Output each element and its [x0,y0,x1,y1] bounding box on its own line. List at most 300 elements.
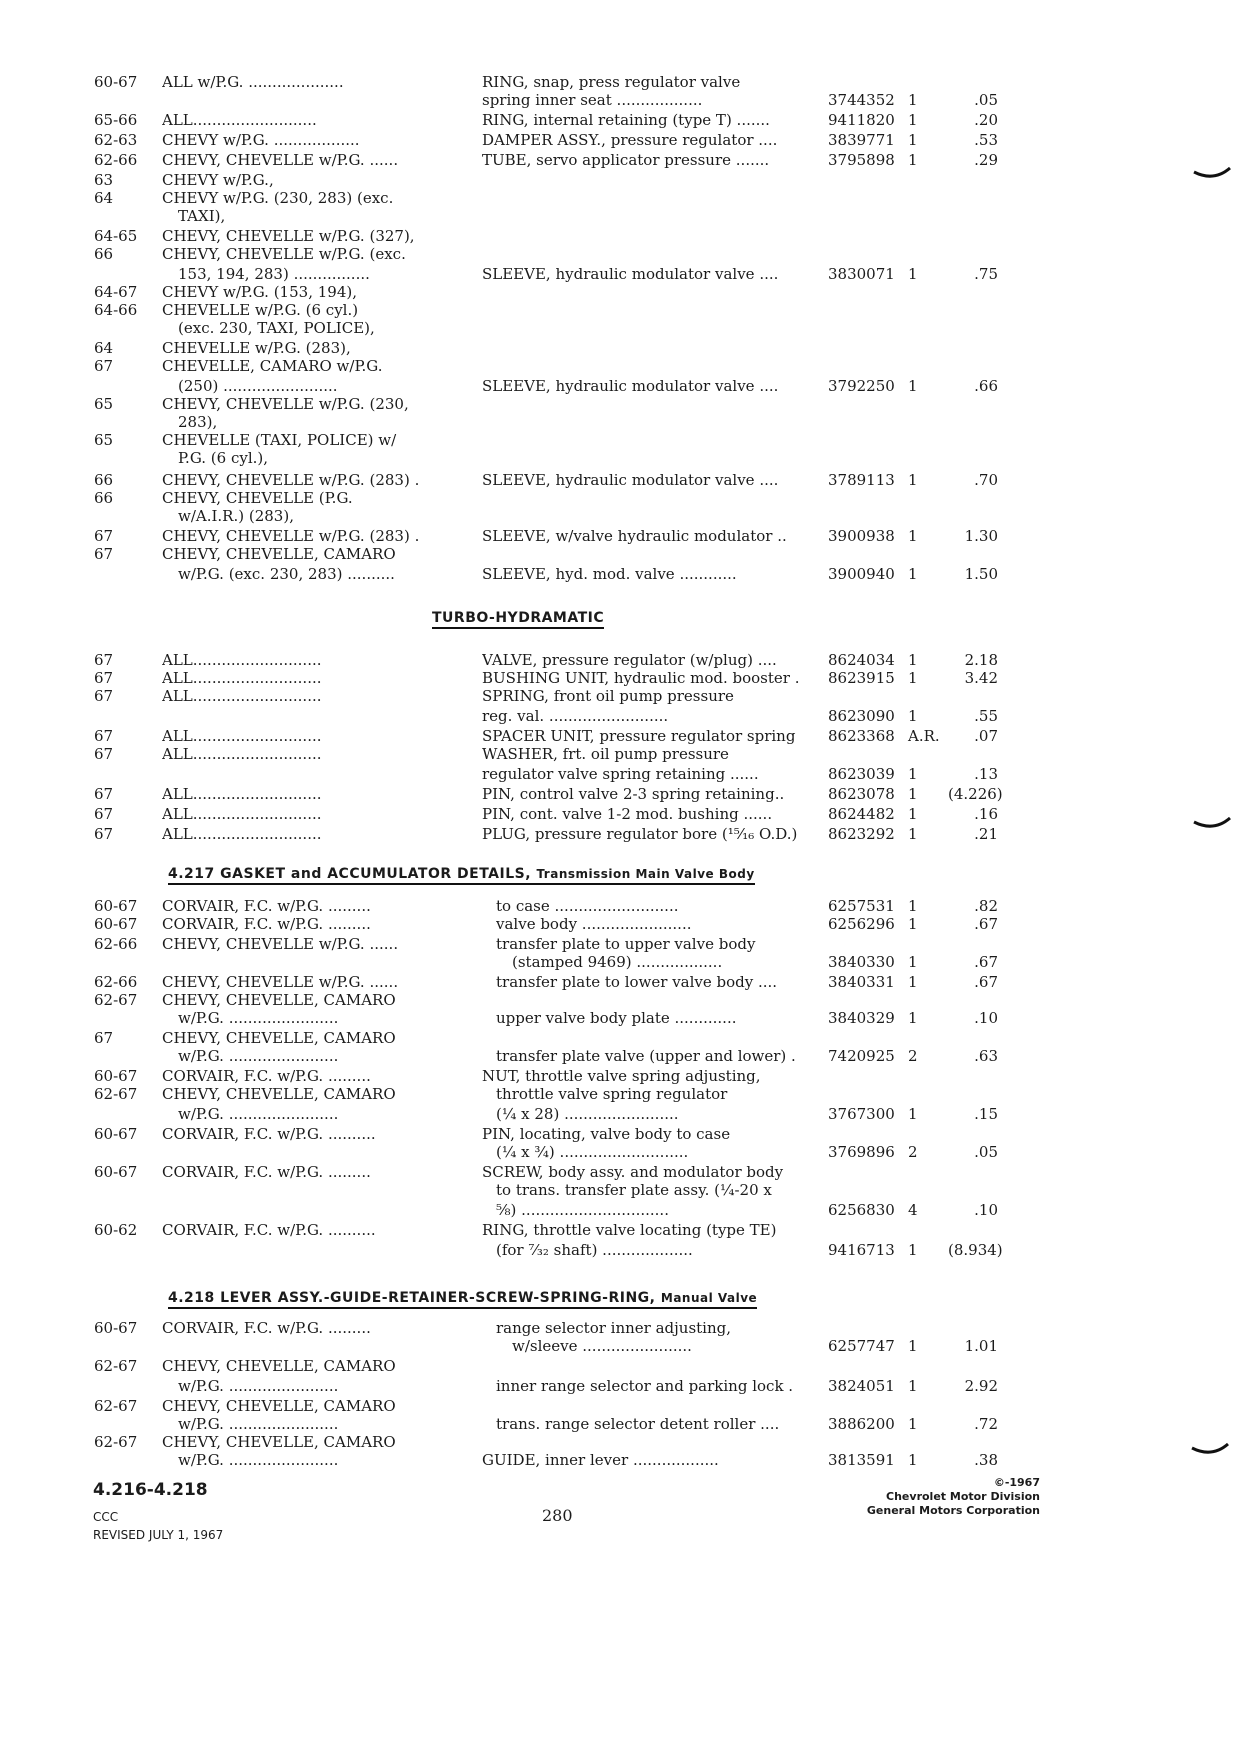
price-cell: .63 [974,1047,998,1065]
quantity-cell: 1 [908,91,918,109]
quantity-cell: 1 [908,669,918,687]
parts-row [0,526,1248,546]
parts-row [0,356,1248,376]
parts-row [0,1028,1248,1048]
price-cell: 2.18 [964,651,998,669]
model-cell: CHEVY, CHEVELLE w/P.G. ...... [162,151,399,169]
footer-code: CCC [93,1510,119,1524]
year-cell: 65 [94,395,114,413]
model-cell: CHEVY, CHEVELLE, CAMARO [162,1397,396,1415]
description-cell: transfer plate to upper valve body [496,935,756,953]
quantity-cell: 1 [908,805,918,823]
quantity-cell: 1 [908,1009,918,1027]
part-number-cell: 9411820 [828,111,895,129]
price-cell: .21 [974,825,998,843]
price-cell: .16 [974,805,998,823]
parts-row [0,300,1248,320]
description-cell: to case .......................... [496,897,679,915]
year-cell: 64-65 [94,227,138,245]
parts-row [0,544,1248,564]
price-cell: .05 [974,1143,998,1161]
model-cell: ALL........................... [162,745,322,763]
quantity-cell: 1 [908,953,918,971]
description-cell: BUSHING UNIT, hydraulic mod. booster . [482,669,800,687]
year-cell: 67 [94,825,114,843]
quantity-cell: 1 [908,973,918,991]
description-cell: WASHER, frt. oil pump pressure [482,745,729,763]
price-cell: .67 [974,953,998,971]
price-cell: .75 [974,265,998,283]
price-cell: .10 [974,1009,998,1027]
quantity-cell: 1 [908,1451,918,1469]
model-cell: CHEVY, CHEVELLE, CAMARO [162,1357,396,1375]
parts-row [0,650,1248,670]
model-cell: ALL........................... [162,727,322,745]
part-number-cell: 3792250 [828,377,895,395]
model-cell: ALL........................... [162,687,322,705]
parts-row [0,706,1248,726]
model-cell: CHEVY, CHEVELLE, CAMARO [162,1085,396,1103]
quantity-cell: 1 [908,471,918,489]
quantity-cell: 1 [908,151,918,169]
model-cell: CORVAIR, F.C. w/P.G. ......... [162,897,371,915]
model-cell: w/P.G. ....................... [178,1105,339,1123]
year-cell: 62-66 [94,973,138,991]
parts-row [0,726,1248,746]
heading-turbo-hydramatic [432,610,604,629]
parts-row [0,1142,1248,1162]
price-cell: (4.226) [948,785,1003,803]
parts-row [0,952,1248,972]
year-cell: 62-63 [94,131,138,149]
part-number-cell: 3813591 [828,1451,895,1469]
quantity-cell: 1 [908,897,918,915]
quantity-cell: 1 [908,651,918,669]
model-cell: ALL........................... [162,651,322,669]
part-number-cell: 3900940 [828,565,895,583]
model-cell: CORVAIR, F.C. w/P.G. ......... [162,915,371,933]
quantity-cell: 4 [908,1201,918,1219]
parts-row [0,1376,1248,1396]
model-cell: P.G. (6 cyl.), [178,449,269,467]
description-cell: spring inner seat .................. [482,91,703,109]
description-cell: (¼ x 28) ........................ [496,1105,679,1123]
price-cell: .67 [974,915,998,933]
model-cell: ALL........................... [162,805,322,823]
description-cell: PLUG, pressure regulator bore (¹⁵⁄₁₆ O.D.) [482,825,798,843]
year-cell: 60-67 [94,1319,138,1337]
model-cell: CHEVY w/P.G. (153, 194), [162,283,357,301]
part-number-cell: 3824051 [828,1377,895,1395]
part-number-cell: 6256296 [828,915,895,933]
year-cell: 67 [94,545,114,563]
model-cell: CHEVY, CHEVELLE (P.G. [162,489,353,507]
price-cell: 1.50 [964,565,998,583]
part-number-cell: 3769896 [828,1143,895,1161]
year-cell: 60-67 [94,73,138,91]
quantity-cell: A.R. [908,727,940,745]
tick-mark-icon [1192,166,1232,182]
price-cell: 1.01 [964,1337,998,1355]
price-cell: (8.934) [948,1241,1003,1259]
description-cell: SLEEVE, hydraulic modulator valve .... [482,377,779,395]
parts-row [0,282,1248,302]
heading-4-217-main: 4.217 GASKET and ACCUMULATOR DETAILS, [168,866,532,882]
parts-row [0,1066,1248,1086]
parts-row [0,430,1248,450]
parts-row [0,764,1248,784]
footer-revised: REVISED JULY 1, 1967 [93,1528,224,1542]
description-cell: DAMPER ASSY., pressure regulator .... [482,131,778,149]
description-cell: upper valve body plate ............. [496,1009,737,1027]
parts-row [0,1180,1248,1200]
model-cell: ALL........................... [162,785,322,803]
model-cell: CHEVY, CHEVELLE w/P.G. ...... [162,935,399,953]
parts-row [0,338,1248,358]
parts-row [0,376,1248,396]
price-cell: .07 [974,727,998,745]
heading-4-217 [168,866,755,885]
parts-row [0,824,1248,844]
description-cell: SLEEVE, w/valve hydraulic modulator .. [482,527,787,545]
year-cell: 63 [94,171,114,189]
description-cell: SLEEVE, hydraulic modulator valve .... [482,471,779,489]
price-cell: .55 [974,707,998,725]
parts-row [0,226,1248,246]
model-cell: TAXI), [178,207,226,225]
parts-row [0,206,1248,226]
description-cell: NUT, throttle valve spring adjusting, [482,1067,761,1085]
part-number-cell: 8623915 [828,669,895,687]
price-cell: .82 [974,897,998,915]
parts-row [0,1200,1248,1220]
year-cell: 60-62 [94,1221,138,1239]
quantity-cell: 2 [908,1143,918,1161]
parts-row [0,784,1248,804]
part-number-cell: 7420925 [828,1047,895,1065]
tick-mark-icon [1192,816,1232,832]
model-cell: CHEVY w/P.G. .................. [162,131,360,149]
year-cell: 64-66 [94,301,138,319]
part-number-cell: 3840329 [828,1009,895,1027]
part-number-cell: 3840330 [828,953,895,971]
quantity-cell: 1 [908,707,918,725]
page-number: 280 [542,1506,573,1525]
parts-row [0,1356,1248,1376]
description-cell: to trans. transfer plate assy. (¼-20 x [496,1181,772,1199]
description-cell: SPACER UNIT, pressure regulator spring [482,727,796,745]
parts-row [0,1318,1248,1338]
year-cell: 66 [94,489,114,507]
quantity-cell: 1 [908,915,918,933]
description-cell: ⅝) ............................... [496,1201,669,1219]
parts-row [0,686,1248,706]
quantity-cell: 1 [908,111,918,129]
heading-4-218-main: 4.218 LEVER ASSY.-GUIDE-RETAINER-SCREW-SPRING-RING, [168,1290,656,1306]
description-cell: throttle valve spring regulator [496,1085,728,1103]
description-cell: inner range selector and parking lock . [496,1377,794,1395]
year-cell: 64-67 [94,283,138,301]
parts-row [0,934,1248,954]
parts-row [0,150,1248,170]
description-cell: w/sleeve ....................... [512,1337,692,1355]
parts-row [0,394,1248,414]
description-cell: valve body ....................... [496,915,692,933]
model-cell: CHEVY, CHEVELLE, CAMARO [162,1029,396,1047]
parts-row [0,170,1248,190]
price-cell: 3.42 [964,669,998,687]
description-cell: RING, throttle valve locating (type TE) [482,1221,777,1239]
quantity-cell: 1 [908,265,918,283]
model-cell: CHEVELLE w/P.G. (6 cyl.) [162,301,359,319]
price-cell: .66 [974,377,998,395]
description-cell: range selector inner adjusting, [496,1319,732,1337]
year-cell: 60-67 [94,915,138,933]
parts-row [0,90,1248,110]
parts-row [0,1414,1248,1434]
price-cell: .67 [974,973,998,991]
quantity-cell: 1 [908,1415,918,1433]
parts-row [0,1432,1248,1452]
parts-row [0,130,1248,150]
model-cell: w/P.G. ....................... [178,1047,339,1065]
model-cell: CHEVY, CHEVELLE w/P.G. (283) . [162,471,420,489]
description-cell: PIN, control valve 2-3 spring retaining.. [482,785,785,803]
model-cell: w/P.G. ....................... [178,1377,339,1395]
model-cell: (250) ........................ [178,377,338,395]
description-cell: (stamped 9469) .................. [512,953,723,971]
parts-row [0,914,1248,934]
description-cell: GUIDE, inner lever .................. [482,1451,719,1469]
year-cell: 62-66 [94,151,138,169]
description-cell: SCREW, body assy. and modulator body [482,1163,784,1181]
description-cell: SPRING, front oil pump pressure [482,687,734,705]
model-cell: ALL........................... [162,669,322,687]
part-number-cell: 8623078 [828,785,895,803]
price-cell: .38 [974,1451,998,1469]
year-cell: 67 [94,1029,114,1047]
part-number-cell: 3839771 [828,131,895,149]
parts-row [0,470,1248,490]
part-number-cell: 3886200 [828,1415,895,1433]
parts-row [0,972,1248,992]
model-cell: CHEVY, CHEVELLE, CAMARO [162,991,396,1009]
parts-row [0,668,1248,688]
heading-4-218-sub: Manual Valve [660,1291,758,1305]
description-cell: PIN, locating, valve body to case [482,1125,731,1143]
quantity-cell: 1 [908,1377,918,1395]
model-cell: (exc. 230, TAXI, POLICE), [178,319,375,337]
year-cell: 67 [94,651,114,669]
model-cell: CHEVELLE w/P.G. (283), [162,339,351,357]
heading-turbo-text: TURBO-HYDRAMATIC [432,610,605,626]
model-cell: w/P.G. ....................... [178,1415,339,1433]
model-cell: CHEVY w/P.G., [162,171,274,189]
parts-row [0,1450,1248,1470]
quantity-cell: 1 [908,1241,918,1259]
part-number-cell: 8623292 [828,825,895,843]
part-number-cell: 3789113 [828,471,895,489]
price-cell: .13 [974,765,998,783]
parts-row [0,896,1248,916]
parts-row [0,72,1248,92]
part-number-cell: 3840331 [828,973,895,991]
model-cell: CHEVY, CHEVELLE w/P.G. (327), [162,227,415,245]
year-cell: 67 [94,727,114,745]
part-number-cell: 8624482 [828,805,895,823]
year-cell: 62-67 [94,991,138,1009]
part-number-cell: 3767300 [828,1105,895,1123]
model-cell: w/P.G. ....................... [178,1009,339,1027]
quantity-cell: 1 [908,377,918,395]
price-cell: .15 [974,1105,998,1123]
part-number-cell: 8623039 [828,765,895,783]
parts-row [0,1396,1248,1416]
part-number-cell: 3900938 [828,527,895,545]
quantity-cell: 1 [908,131,918,149]
parts-row [0,1046,1248,1066]
part-number-cell: 8623368 [828,727,895,745]
description-cell: transfer plate valve (upper and lower) . [496,1047,796,1065]
footer-section-range: 4.216-4.218 [93,1480,208,1500]
footer-division: Chevrolet Motor Division [886,1490,1040,1503]
year-cell: 67 [94,805,114,823]
parts-row [0,744,1248,764]
parts-row [0,1008,1248,1028]
part-number-cell: 3830071 [828,265,895,283]
model-cell: ALL w/P.G. .................... [162,73,344,91]
model-cell: CORVAIR, F.C. w/P.G. .......... [162,1125,376,1143]
part-number-cell: 3795898 [828,151,895,169]
model-cell: CHEVY, CHEVELLE w/P.G. ...... [162,973,399,991]
year-cell: 67 [94,357,114,375]
year-cell: 62-67 [94,1433,138,1451]
description-cell: regulator valve spring retaining ...... [482,765,759,783]
year-cell: 62-67 [94,1357,138,1375]
model-cell: 153, 194, 283) ................ [178,265,370,283]
quantity-cell: 1 [908,1105,918,1123]
year-cell: 65-66 [94,111,138,129]
price-cell: .20 [974,111,998,129]
model-cell: w/P.G. (exc. 230, 283) .......... [178,565,395,583]
description-cell: RING, snap, press regulator valve [482,73,741,91]
model-cell: CHEVY, CHEVELLE, CAMARO [162,545,396,563]
parts-row [0,564,1248,584]
parts-row [0,990,1248,1010]
quantity-cell: 1 [908,565,918,583]
year-cell: 67 [94,687,114,705]
year-cell: 64 [94,339,114,357]
year-cell: 67 [94,785,114,803]
price-cell: .53 [974,131,998,149]
model-cell: CHEVY, CHEVELLE w/P.G. (283) . [162,527,420,545]
part-number-cell: 3744352 [828,91,895,109]
parts-row [0,1104,1248,1124]
description-cell: (¼ x ¾) ........................... [496,1143,689,1161]
model-cell: 283), [178,413,218,431]
parts-row [0,1240,1248,1260]
year-cell: 66 [94,471,114,489]
year-cell: 67 [94,669,114,687]
parts-row [0,804,1248,824]
model-cell: CHEVY w/P.G. (230, 283) (exc. [162,189,394,207]
quantity-cell: 1 [908,1337,918,1355]
model-cell: ALL.......................... [162,111,317,129]
parts-row [0,1084,1248,1104]
year-cell: 60-67 [94,1067,138,1085]
footer-corporation: General Motors Corporation [866,1504,1040,1517]
quantity-cell: 1 [908,527,918,545]
price-cell: .05 [974,91,998,109]
model-cell: CHEVY, CHEVELLE w/P.G. (exc. [162,245,406,263]
year-cell: 67 [94,527,114,545]
price-cell: .70 [974,471,998,489]
quantity-cell: 1 [908,785,918,803]
description-cell: SLEEVE, hyd. mod. valve ............ [482,565,737,583]
model-cell: CHEVELLE (TAXI, POLICE) w/ [162,431,397,449]
model-cell: CHEVELLE, CAMARO w/P.G. [162,357,383,375]
model-cell: CHEVY, CHEVELLE w/P.G. (230, [162,395,409,413]
parts-row [0,1162,1248,1182]
price-cell: .29 [974,151,998,169]
price-cell: 2.92 [964,1377,998,1395]
part-number-cell: 8623090 [828,707,895,725]
year-cell: 67 [94,745,114,763]
parts-row [0,188,1248,208]
tick-mark-icon [1190,1442,1230,1458]
heading-4-218 [168,1290,757,1309]
part-number-cell: 6257747 [828,1337,895,1355]
parts-row [0,264,1248,284]
parts-row [0,318,1248,338]
description-cell: trans. range selector detent roller .... [496,1415,780,1433]
model-cell: CORVAIR, F.C. w/P.G. ......... [162,1319,371,1337]
footer-copyright: ©-1967 [993,1476,1040,1489]
model-cell: CORVAIR, F.C. w/P.G. .......... [162,1221,376,1239]
parts-row [0,244,1248,264]
year-cell: 62-67 [94,1085,138,1103]
year-cell: 60-67 [94,1125,138,1143]
parts-row [0,110,1248,130]
quantity-cell: 2 [908,1047,918,1065]
description-cell: PIN, cont. valve 1-2 mod. bushing ...... [482,805,773,823]
price-cell: .10 [974,1201,998,1219]
parts-row [0,448,1248,468]
parts-row [0,1336,1248,1356]
part-number-cell: 6256830 [828,1201,895,1219]
quantity-cell: 1 [908,765,918,783]
model-cell: w/A.I.R.) (283), [178,507,294,525]
part-number-cell: 6257531 [828,897,895,915]
description-cell: reg. val. ......................... [482,707,669,725]
part-number-cell: 9416713 [828,1241,895,1259]
description-cell: TUBE, servo applicator pressure ....... [482,151,770,169]
parts-row [0,506,1248,526]
part-number-cell: 8624034 [828,651,895,669]
model-cell: CORVAIR, F.C. w/P.G. ......... [162,1163,371,1181]
year-cell: 62-66 [94,935,138,953]
year-cell: 65 [94,431,114,449]
price-cell: 1.30 [964,527,998,545]
year-cell: 60-67 [94,1163,138,1181]
year-cell: 64 [94,189,114,207]
year-cell: 66 [94,245,114,263]
description-cell: RING, internal retaining (type T) ....... [482,111,770,129]
quantity-cell: 1 [908,825,918,843]
price-cell: .72 [974,1415,998,1433]
model-cell: CORVAIR, F.C. w/P.G. ......... [162,1067,371,1085]
heading-4-217-sub: Transmission Main Valve Body [536,867,755,881]
